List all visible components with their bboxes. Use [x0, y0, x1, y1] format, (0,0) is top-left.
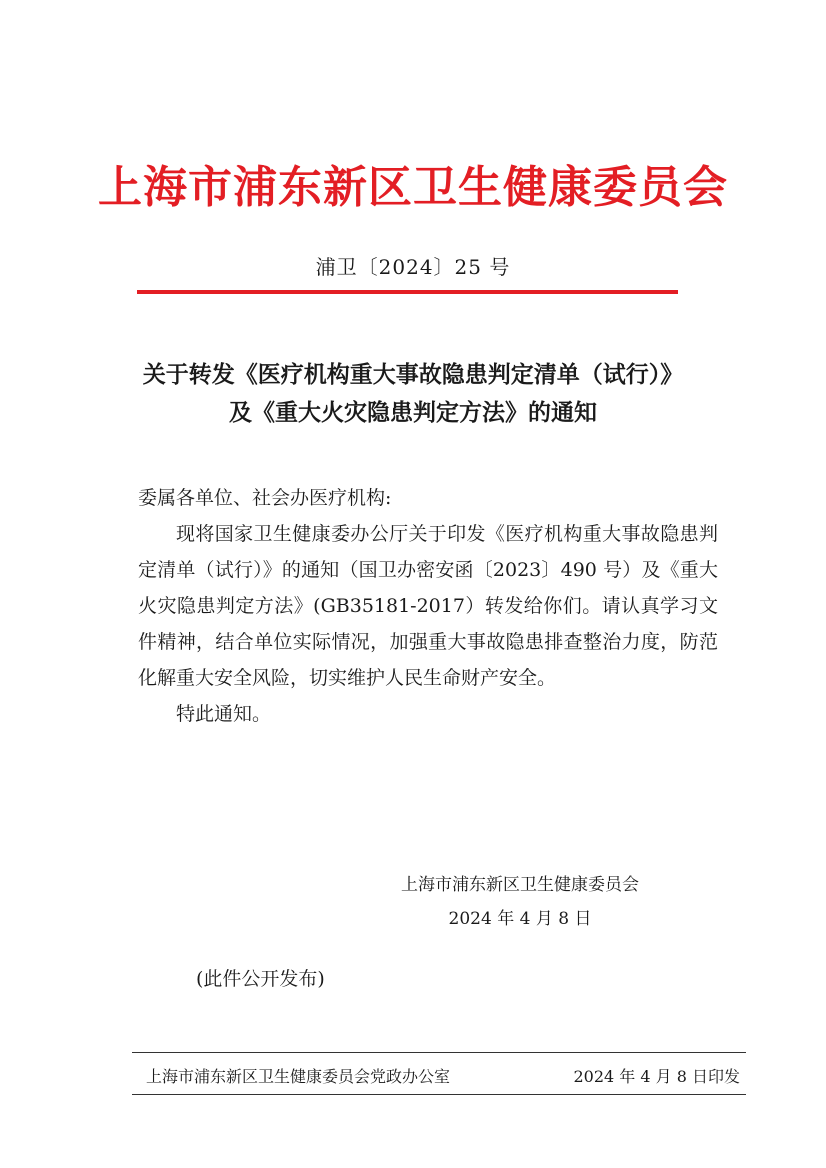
body-paragraph: 现将国家卫生健康委办公厅关于印发《医疗机构重大事故隐患判定清单（试行）》的通知（国卫办密安函〔2023〕490 号）及《重大火灾隐患判定方法》(GB35181-2017）转发给你们。请认真学习文件精神，结合单位实际情况，加强重大事故隐患排查整治力度，防范化解重大安全风险，切实维护人民生命财产安全。 [138, 523, 718, 689]
footer-top-rule [132, 1052, 746, 1053]
signature-organization: 上海市浦东新区卫生健康委员会 [401, 875, 639, 895]
document-number: 浦卫〔2024〕25 号 [315, 255, 511, 279]
document-title-line-2: 及《重大火灾隐患判定方法》的通知 [229, 399, 597, 426]
document-title-line-1: 关于转发《医疗机构重大事故隐患判定清单（试行）》 [142, 361, 684, 388]
closing-line: 特此通知。 [176, 703, 272, 725]
footer-print-date: 2024 年 4 月 8 日印发 [573, 1067, 740, 1086]
document-body [138, 480, 718, 732]
issuing-organization-header: 上海市浦东新区卫生健康委员会 [98, 162, 728, 213]
release-note: (此件公开发布) [196, 968, 325, 990]
footer-bottom-rule [132, 1094, 746, 1095]
red-separator-line [137, 290, 678, 294]
footer-issuing-office: 上海市浦东新区卫生健康委员会党政办公室 [146, 1067, 451, 1086]
document-title [60, 356, 766, 432]
signature-block [380, 868, 660, 936]
signature-date: 2024 年 4 月 8 日 [448, 909, 592, 929]
addressee: 委属各单位、社会办医疗机构: [138, 487, 392, 509]
